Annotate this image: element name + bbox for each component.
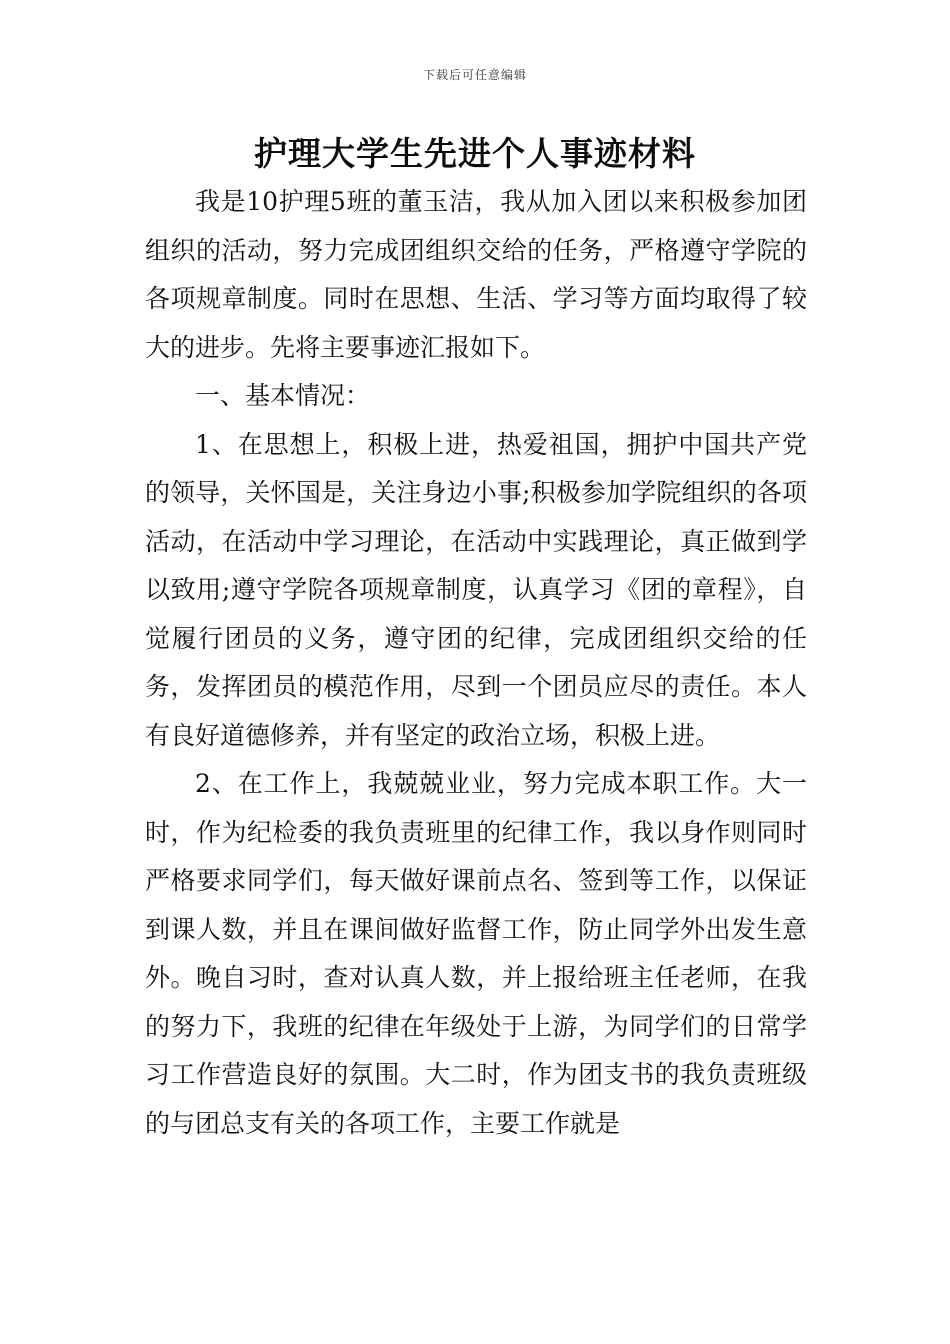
paragraph-section-heading: 一、基本情况： xyxy=(195,381,371,410)
paragraph-intro: 我是10护理5班的董玉洁，我从加入团以来积极参加团组织的活动，努力完成团组织交给的任务，严格遵守学院的各项规章制度。同时在思想、生活、学习等方面均取得了较大的进步。先将主要事迹汇报如下。 xyxy=(145,187,807,362)
header-note: 下载后可任意编辑 xyxy=(422,68,527,82)
paragraph-ideology: 1、在思想上，积极上进，热爱祖国，拥护中国共产党的领导，关怀国是，关注身边小事;积极参加学院组织的各项活动，在活动中学习理论，在活动中实践理论，真正做到学以致用;遵守学院各项规章制度，认真学习《团的章程》，自觉履行团员的义务，遵守团的纪律，完成团组织交给的任务，发挥团员的模范作用，尽到一个团员应尽的责任。本人有良好道德修养，并有坚定的政治立场，积极上进。 xyxy=(145,429,807,750)
document-body xyxy=(145,178,807,1148)
paragraph-work: 2、在工作上，我兢兢业业，努力完成本职工作。大一时，作为纪检委的我负责班里的纪律工作，我以身作则同时严格要求同学们，每天做好课前点名、签到等工作，以保证到课人数，并且在课间做好监督工作，防止同学外出发生意外。晚自习时，查对认真人数，并上报给班主任老师，在我的努力下，我班的纪律在年级处于上游，为同学们的日常学习工作营造良好的氛围。大二时，作为团支书的我负责班级的与团总支有关的各项工作，主要工作就是 xyxy=(145,769,807,1138)
document-title: 护理大学生先进个人事迹材料 xyxy=(254,134,696,173)
